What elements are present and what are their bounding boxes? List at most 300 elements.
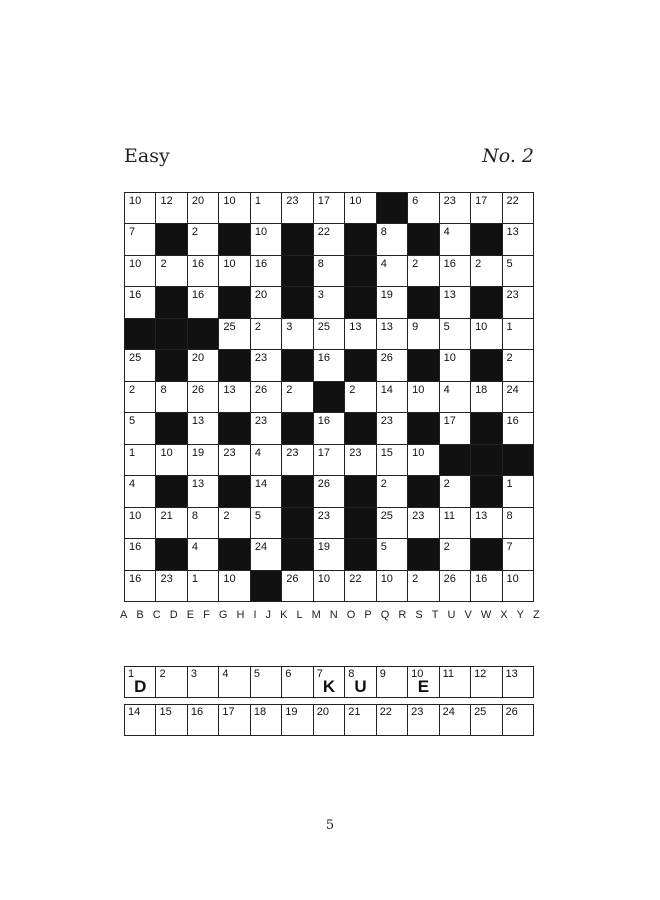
cell-number: 25 bbox=[380, 509, 393, 522]
grid-cell[interactable] bbox=[314, 350, 344, 380]
grid-cell[interactable] bbox=[314, 319, 344, 349]
cell-number: 10 bbox=[129, 257, 142, 270]
grid-cell[interactable] bbox=[408, 508, 438, 538]
cell-number: 3 bbox=[317, 289, 324, 302]
cell-number: 4 bbox=[254, 446, 261, 459]
cell-number: 2 bbox=[254, 320, 261, 333]
grid-cell[interactable] bbox=[503, 287, 533, 317]
cell-number: 23 bbox=[412, 509, 425, 522]
cell-number: 7 bbox=[129, 226, 136, 239]
cell-number: 1 bbox=[254, 195, 261, 207]
key-cell[interactable] bbox=[314, 705, 344, 735]
cell-number: 14 bbox=[380, 383, 393, 396]
grid-cell[interactable] bbox=[377, 539, 407, 569]
grid-cell[interactable] bbox=[156, 382, 186, 412]
grid-cell[interactable] bbox=[345, 445, 375, 475]
grid-cell[interactable] bbox=[471, 571, 501, 601]
grid-cell[interactable] bbox=[314, 287, 344, 317]
cell-number: 22 bbox=[349, 572, 362, 585]
cell-number: 23 bbox=[254, 415, 268, 428]
grid-cell[interactable] bbox=[125, 256, 155, 286]
cell-number: 18 bbox=[475, 383, 488, 396]
black-cell bbox=[471, 476, 501, 506]
grid-cell[interactable] bbox=[377, 413, 407, 443]
grid-cell[interactable] bbox=[125, 193, 155, 223]
key-number: 15 bbox=[159, 706, 172, 718]
grid-cell[interactable] bbox=[440, 224, 470, 254]
grid-cell[interactable] bbox=[251, 350, 281, 380]
grid-cell[interactable] bbox=[377, 287, 407, 317]
cell-number: 11 bbox=[443, 509, 456, 522]
cell-number: 26 bbox=[380, 352, 393, 365]
black-cell bbox=[314, 382, 344, 412]
grid-cell[interactable] bbox=[251, 413, 281, 443]
black-cell bbox=[282, 224, 312, 254]
key-cell[interactable] bbox=[282, 667, 312, 697]
cell-number: 16 bbox=[129, 289, 142, 302]
grid-cell[interactable] bbox=[282, 193, 312, 223]
key-cell[interactable] bbox=[345, 705, 375, 735]
cell-number: 23 bbox=[443, 195, 456, 207]
alphabet-letter[interactable]: N bbox=[329, 609, 338, 621]
cell-number: 25 bbox=[223, 320, 236, 333]
grid-cell[interactable] bbox=[251, 193, 281, 223]
grid-cell[interactable] bbox=[188, 193, 218, 223]
cell-number: 5 bbox=[506, 257, 513, 270]
key-cell[interactable] bbox=[471, 667, 501, 697]
grid-cell[interactable] bbox=[125, 476, 155, 506]
cell-number: 4 bbox=[443, 226, 450, 239]
cell-number: 22 bbox=[317, 226, 331, 239]
black-cell bbox=[471, 224, 501, 254]
grid-cell[interactable] bbox=[503, 539, 533, 569]
grid-cell[interactable] bbox=[471, 319, 501, 349]
alphabet-letter[interactable]: Q bbox=[380, 609, 390, 621]
grid-cell[interactable] bbox=[440, 382, 470, 412]
grid-cell[interactable] bbox=[377, 382, 407, 412]
grid-cell[interactable] bbox=[251, 287, 281, 317]
alphabet-letter[interactable]: Y bbox=[516, 609, 524, 621]
grid-cell[interactable] bbox=[251, 382, 281, 412]
grid-cell[interactable] bbox=[188, 445, 218, 475]
cell-number: 23 bbox=[286, 446, 299, 459]
grid-cell[interactable] bbox=[503, 193, 533, 223]
cell-number: 19 bbox=[317, 541, 331, 554]
grid-cell[interactable] bbox=[408, 256, 438, 286]
grid-cell[interactable] bbox=[314, 539, 344, 569]
key-letter: U bbox=[354, 677, 367, 696]
black-cell bbox=[156, 319, 186, 349]
black-cell bbox=[156, 476, 186, 506]
cell-number: 17 bbox=[317, 195, 331, 207]
alphabet-letter[interactable]: T bbox=[431, 609, 439, 621]
cell-number: 4 bbox=[129, 478, 136, 491]
codeword-grid bbox=[124, 192, 534, 602]
grid-cell[interactable] bbox=[251, 224, 281, 254]
grid-cell[interactable] bbox=[125, 287, 155, 317]
grid-cell[interactable] bbox=[503, 571, 533, 601]
cell-number: 22 bbox=[506, 195, 519, 207]
grid-cell[interactable] bbox=[156, 508, 186, 538]
grid-cell[interactable] bbox=[503, 319, 533, 349]
grid-cell[interactable] bbox=[219, 445, 249, 475]
key-number: 21 bbox=[348, 706, 361, 718]
grid-cell[interactable] bbox=[219, 571, 249, 601]
black-cell bbox=[345, 539, 375, 569]
key-cell[interactable] bbox=[503, 667, 533, 697]
cell-number: 10 bbox=[412, 446, 425, 459]
key-cell[interactable] bbox=[314, 667, 344, 697]
key-cell[interactable] bbox=[408, 705, 438, 735]
cell-number: 10 bbox=[349, 195, 362, 207]
alphabet-letter[interactable]: V bbox=[464, 609, 472, 621]
key-cell[interactable] bbox=[471, 705, 501, 735]
black-cell bbox=[440, 445, 470, 475]
cell-number: 26 bbox=[443, 572, 456, 585]
grid-cell[interactable] bbox=[377, 508, 407, 538]
cell-number: 13 bbox=[443, 289, 456, 302]
key-cell[interactable] bbox=[503, 705, 533, 735]
grid-cell[interactable] bbox=[219, 508, 249, 538]
black-cell bbox=[219, 539, 249, 569]
key-number: 17 bbox=[222, 706, 235, 718]
alphabet-letter[interactable]: I bbox=[253, 609, 257, 621]
grid-cell[interactable] bbox=[377, 350, 407, 380]
black-cell bbox=[408, 224, 438, 254]
cell-number: 5 bbox=[129, 415, 136, 428]
cell-number: 17 bbox=[443, 415, 456, 428]
black-cell bbox=[408, 476, 438, 506]
grid-cell[interactable] bbox=[282, 571, 312, 601]
grid-cell[interactable] bbox=[377, 319, 407, 349]
grid-cell[interactable] bbox=[503, 508, 533, 538]
grid-cell[interactable] bbox=[440, 571, 470, 601]
alphabet-letter[interactable]: G bbox=[218, 609, 228, 621]
key-number: 13 bbox=[505, 668, 518, 680]
cell-number: 16 bbox=[129, 572, 142, 585]
grid-cell[interactable] bbox=[125, 413, 155, 443]
alphabet-letter[interactable]: P bbox=[364, 609, 372, 621]
alphabet-letter[interactable]: J bbox=[265, 609, 272, 621]
grid-cell[interactable] bbox=[440, 413, 470, 443]
grid-cell[interactable] bbox=[125, 445, 155, 475]
grid-cell[interactable] bbox=[377, 256, 407, 286]
key-cell[interactable] bbox=[188, 667, 218, 697]
alphabet-letter[interactable]: O bbox=[346, 609, 356, 621]
grid-cell[interactable] bbox=[440, 319, 470, 349]
key-cell[interactable] bbox=[156, 667, 186, 697]
grid-cell[interactable] bbox=[125, 224, 155, 254]
cell-number: 26 bbox=[191, 383, 205, 396]
grid-cell[interactable] bbox=[471, 193, 501, 223]
cell-number: 2 bbox=[443, 541, 450, 554]
grid-cell[interactable] bbox=[377, 224, 407, 254]
key-number: 5 bbox=[253, 668, 260, 680]
cell-number: 13 bbox=[349, 320, 362, 333]
grid-cell[interactable] bbox=[440, 256, 470, 286]
key-cell[interactable] bbox=[251, 705, 281, 735]
key-cell[interactable] bbox=[377, 667, 407, 697]
cell-number: 16 bbox=[317, 415, 331, 428]
black-cell bbox=[345, 224, 375, 254]
black-cell bbox=[219, 224, 249, 254]
grid-cell[interactable] bbox=[471, 256, 501, 286]
cell-number: 25 bbox=[317, 320, 331, 333]
cell-number: 10 bbox=[254, 226, 268, 239]
cell-number: 10 bbox=[317, 572, 331, 585]
black-cell bbox=[408, 350, 438, 380]
key-row-2 bbox=[124, 704, 534, 736]
key-number: 18 bbox=[253, 706, 267, 718]
key-cell[interactable] bbox=[156, 705, 186, 735]
grid-cell[interactable] bbox=[503, 413, 533, 443]
cell-number: 16 bbox=[317, 352, 331, 365]
key-cell[interactable] bbox=[251, 667, 281, 697]
cell-number: 23 bbox=[223, 446, 236, 459]
cell-number: 8 bbox=[160, 383, 167, 396]
key-cell[interactable] bbox=[125, 705, 155, 735]
key-cell[interactable] bbox=[440, 667, 470, 697]
key-letter: K bbox=[322, 677, 336, 696]
grid-cell[interactable] bbox=[408, 319, 438, 349]
black-cell bbox=[156, 224, 186, 254]
grid-cell[interactable] bbox=[188, 287, 218, 317]
black-cell bbox=[282, 539, 312, 569]
grid-cell[interactable] bbox=[219, 193, 249, 223]
grid-cell[interactable] bbox=[345, 571, 375, 601]
alphabet-letter[interactable]: L bbox=[296, 609, 303, 621]
cell-number: 5 bbox=[380, 541, 387, 554]
cell-number: 10 bbox=[223, 257, 236, 270]
cell-number: 17 bbox=[317, 446, 331, 459]
cell-number: 2 bbox=[349, 383, 356, 396]
grid-cell[interactable] bbox=[471, 382, 501, 412]
grid-cell[interactable] bbox=[125, 508, 155, 538]
alphabet-letter[interactable]: F bbox=[203, 609, 210, 621]
alphabet-letter[interactable]: A bbox=[120, 609, 128, 621]
cell-number: 6 bbox=[412, 195, 419, 207]
key-number: 8 bbox=[348, 668, 355, 680]
grid-cell[interactable] bbox=[251, 445, 281, 475]
cell-number: 14 bbox=[254, 478, 268, 491]
cell-number: 2 bbox=[129, 383, 136, 396]
grid-cell[interactable] bbox=[219, 319, 249, 349]
cell-number: 1 bbox=[506, 320, 513, 333]
grid-cell[interactable] bbox=[314, 256, 344, 286]
grid-cell[interactable] bbox=[471, 508, 501, 538]
alphabet-letter[interactable]: X bbox=[500, 609, 508, 621]
grid-cell[interactable] bbox=[188, 508, 218, 538]
grid-cell[interactable] bbox=[188, 476, 218, 506]
cell-number: 10 bbox=[129, 195, 142, 207]
cell-number: 10 bbox=[129, 509, 142, 522]
grid-cell[interactable] bbox=[440, 476, 470, 506]
grid-cell[interactable] bbox=[440, 539, 470, 569]
alphabet-letter[interactable]: H bbox=[236, 609, 245, 621]
grid-cell[interactable] bbox=[440, 508, 470, 538]
cell-number: 21 bbox=[160, 509, 173, 522]
grid-cell[interactable] bbox=[314, 413, 344, 443]
alphabet-letter[interactable]: D bbox=[169, 609, 178, 621]
grid-cell[interactable] bbox=[156, 571, 186, 601]
key-cell[interactable] bbox=[219, 705, 249, 735]
grid-cell[interactable] bbox=[408, 382, 438, 412]
grid-cell[interactable] bbox=[188, 224, 218, 254]
cell-number: 12 bbox=[160, 195, 173, 207]
alphabet-letter[interactable]: R bbox=[398, 609, 407, 621]
grid-cell[interactable] bbox=[125, 350, 155, 380]
black-cell bbox=[345, 256, 375, 286]
grid-cell[interactable] bbox=[156, 445, 186, 475]
grid-cell[interactable] bbox=[440, 287, 470, 317]
grid-cell[interactable] bbox=[345, 319, 375, 349]
black-cell bbox=[408, 287, 438, 317]
grid-cell[interactable] bbox=[251, 319, 281, 349]
cell-number: 23 bbox=[506, 289, 519, 302]
black-cell bbox=[188, 319, 218, 349]
grid-cell[interactable] bbox=[377, 476, 407, 506]
grid-cell[interactable] bbox=[188, 382, 218, 412]
key-cell[interactable] bbox=[282, 705, 312, 735]
cell-number: 3 bbox=[286, 320, 293, 333]
key-number: 7 bbox=[316, 668, 323, 680]
grid-cell[interactable] bbox=[503, 256, 533, 286]
key-number: 14 bbox=[128, 706, 141, 718]
key-cell[interactable] bbox=[345, 667, 375, 697]
cell-number: 19 bbox=[380, 289, 393, 302]
key-cell[interactable] bbox=[219, 667, 249, 697]
alphabet-letter[interactable]: S bbox=[415, 609, 423, 621]
cell-number: 16 bbox=[254, 257, 268, 270]
grid-cell[interactable] bbox=[219, 382, 249, 412]
key-cell[interactable] bbox=[125, 667, 155, 697]
alphabet-letter[interactable]: E bbox=[186, 609, 195, 621]
grid-cell[interactable] bbox=[282, 319, 312, 349]
key-number: 11 bbox=[442, 668, 455, 680]
grid-cell[interactable] bbox=[188, 350, 218, 380]
black-cell bbox=[408, 539, 438, 569]
grid-cell[interactable] bbox=[156, 193, 186, 223]
grid-cell[interactable] bbox=[188, 413, 218, 443]
grid-cell[interactable] bbox=[503, 476, 533, 506]
cell-number: 23 bbox=[317, 509, 331, 522]
cell-number: 16 bbox=[191, 289, 205, 302]
grid-cell[interactable] bbox=[282, 445, 312, 475]
grid-cell[interactable] bbox=[125, 382, 155, 412]
grid-cell[interactable] bbox=[345, 382, 375, 412]
grid-cell[interactable] bbox=[188, 256, 218, 286]
grid-cell[interactable] bbox=[251, 539, 281, 569]
cell-number: 1 bbox=[506, 478, 513, 491]
black-cell bbox=[282, 508, 312, 538]
alphabet-letter[interactable]: U bbox=[447, 609, 456, 621]
alphabet-letter[interactable]: C bbox=[152, 609, 161, 621]
alphabet-letter[interactable]: M bbox=[311, 609, 321, 621]
grid-cell[interactable] bbox=[282, 382, 312, 412]
grid-cell[interactable] bbox=[503, 382, 533, 412]
grid-cell[interactable] bbox=[219, 256, 249, 286]
grid-cell[interactable] bbox=[503, 224, 533, 254]
black-cell bbox=[471, 350, 501, 380]
grid-cell[interactable] bbox=[408, 193, 438, 223]
key-number: 19 bbox=[285, 706, 298, 718]
grid-cell[interactable] bbox=[408, 571, 438, 601]
cell-number: 4 bbox=[443, 383, 450, 396]
key-row-1 bbox=[124, 666, 534, 698]
key-letter: D bbox=[134, 677, 147, 696]
grid-cell[interactable] bbox=[440, 193, 470, 223]
grid-cell[interactable] bbox=[188, 571, 218, 601]
grid-cell[interactable] bbox=[125, 539, 155, 569]
grid-cell[interactable] bbox=[314, 224, 344, 254]
alphabet-letter[interactable]: B bbox=[136, 609, 144, 621]
key-number: 6 bbox=[285, 668, 292, 680]
key-number: 3 bbox=[190, 668, 198, 680]
grid-cell[interactable] bbox=[440, 350, 470, 380]
grid-cell[interactable] bbox=[251, 476, 281, 506]
grid-cell[interactable] bbox=[314, 193, 344, 223]
alphabet-letter[interactable]: K bbox=[280, 609, 288, 621]
grid-cell[interactable] bbox=[314, 476, 344, 506]
black-cell bbox=[219, 413, 249, 443]
grid-cell[interactable] bbox=[314, 445, 344, 475]
cell-number: 26 bbox=[254, 383, 268, 396]
key-cell[interactable] bbox=[440, 705, 470, 735]
cell-number: 16 bbox=[129, 541, 142, 554]
cell-number: 1 bbox=[191, 572, 199, 585]
cell-number: 23 bbox=[286, 195, 299, 207]
cell-number: 5 bbox=[254, 509, 261, 522]
black-cell bbox=[408, 413, 438, 443]
key-letter: E bbox=[417, 677, 430, 696]
key-cell[interactable] bbox=[188, 705, 218, 735]
grid-cell[interactable] bbox=[503, 350, 533, 380]
cell-number: 20 bbox=[191, 195, 205, 207]
alphabet-letter[interactable]: Z bbox=[533, 609, 540, 621]
grid-cell[interactable] bbox=[188, 539, 218, 569]
key-number: 25 bbox=[474, 706, 487, 718]
black-cell bbox=[125, 319, 155, 349]
grid-cell[interactable] bbox=[156, 256, 186, 286]
grid-cell[interactable] bbox=[251, 508, 281, 538]
page-number: 5 bbox=[325, 818, 335, 833]
alphabet-letter[interactable]: W bbox=[480, 609, 492, 621]
key-number: 16 bbox=[190, 706, 204, 718]
cell-number: 5 bbox=[443, 320, 450, 333]
grid-cell[interactable] bbox=[251, 256, 281, 286]
grid-cell[interactable] bbox=[314, 508, 344, 538]
cell-number: 13 bbox=[191, 478, 205, 491]
cell-number: 13 bbox=[475, 509, 488, 522]
grid-cell[interactable] bbox=[377, 445, 407, 475]
grid-cell[interactable] bbox=[125, 571, 155, 601]
key-number: 22 bbox=[379, 706, 392, 718]
grid-cell[interactable] bbox=[408, 445, 438, 475]
key-cell[interactable] bbox=[408, 667, 438, 697]
cell-number: 2 bbox=[475, 257, 482, 270]
grid-cell[interactable] bbox=[314, 571, 344, 601]
cell-number: 10 bbox=[160, 446, 173, 459]
grid-cell[interactable] bbox=[377, 571, 407, 601]
cell-number: 2 bbox=[160, 257, 167, 270]
key-cell[interactable] bbox=[377, 705, 407, 735]
cell-number: 4 bbox=[191, 541, 199, 554]
cell-number: 9 bbox=[412, 320, 419, 333]
grid-cell[interactable] bbox=[345, 193, 375, 223]
black-cell bbox=[345, 476, 375, 506]
black-cell bbox=[156, 413, 186, 443]
black-cell bbox=[282, 350, 312, 380]
